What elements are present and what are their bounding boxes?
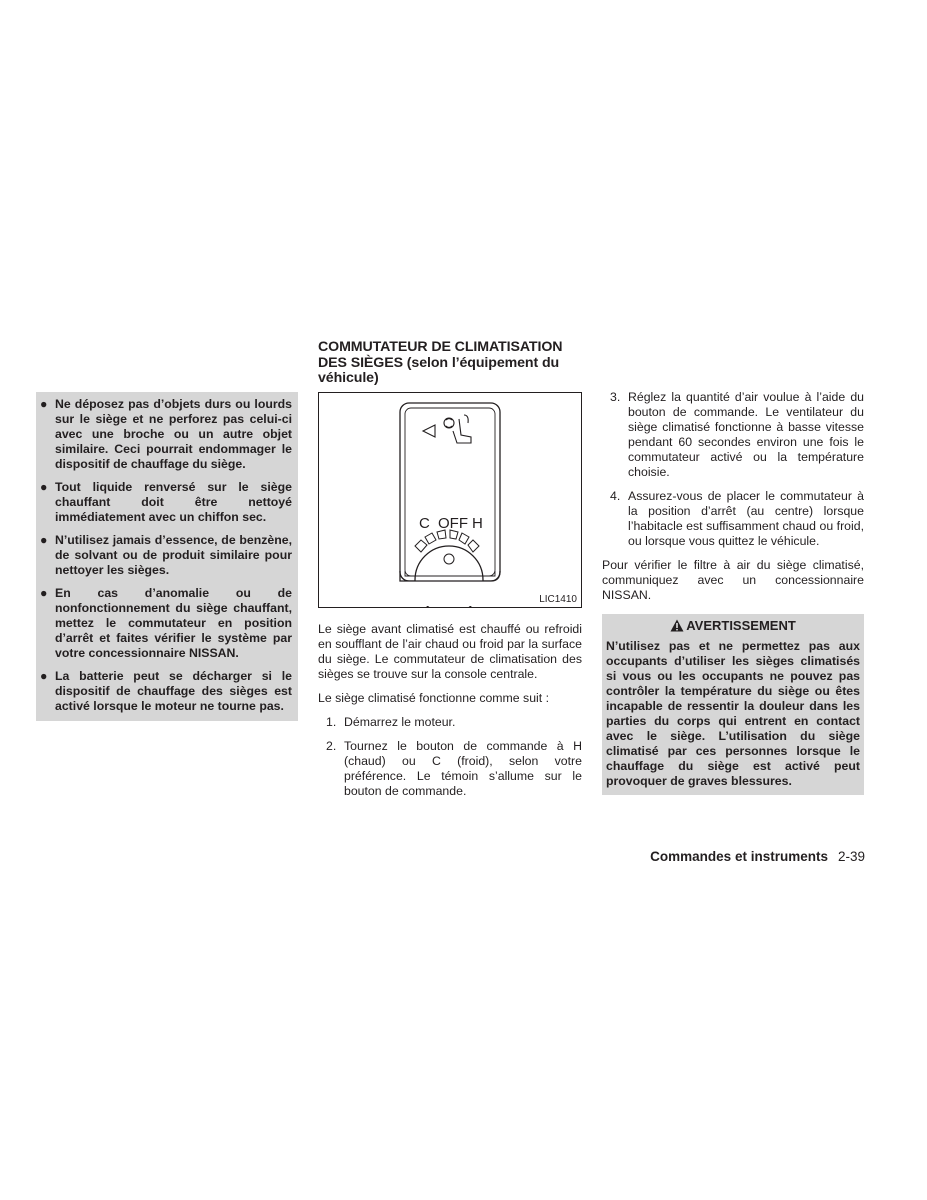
steps-list-part2: [602, 390, 864, 549]
switch-illustration: [318, 392, 582, 608]
label-c: C: [419, 514, 430, 532]
bullet-icon: ●: [40, 533, 48, 547]
bullet-icon: ●: [40, 397, 48, 411]
caution-item: [40, 480, 292, 525]
step-number: 1.: [326, 714, 337, 729]
bullet-icon: ●: [40, 480, 48, 494]
bullet-icon: ●: [40, 586, 48, 600]
warning-triangle-icon: [670, 619, 684, 636]
warning-heading: [606, 616, 860, 636]
caution-text: La batterie peut se décharger si le dispositif de chauffage des sièges est activé lorsque le moteur ne tourne pas.: [55, 669, 292, 713]
left-column: [36, 392, 298, 721]
warning-box: [602, 614, 864, 795]
middle-column: [318, 340, 582, 808]
step-text: Tournez le bouton de commande à H (chaud) ou C (froid), selon votre préférence. Le témoin s’allume sur le bouton de commande.: [344, 738, 582, 798]
section-title-suffix: (selon l’équipement du véhicule): [318, 354, 560, 386]
section-title: [318, 340, 582, 387]
intro-paragraph: Le siège avant climatisé est chauffé ou refroidi en soufflant de l’air chaud ou froid par la surface du siège. Le commutateur de climatisation des sièges se trouve sur la console centrale.: [318, 621, 582, 681]
switch-drawing: [319, 393, 581, 607]
step-item: [318, 739, 582, 799]
caution-text: En cas d’anomalie ou de nonfonctionnement du siège chauffant, mettez le commutateur en position d’arrêt et faites vérifier le système par votre concessionnaire NISSAN.: [55, 586, 292, 660]
step-item: [602, 390, 864, 480]
warning-heading-text: AVERTISSEMENT: [686, 618, 796, 633]
operation-intro: Le siège climatisé fonctionne comme suit :: [318, 690, 550, 705]
bullet-icon: ●: [40, 669, 48, 683]
caution-text: Tout liquide renversé sur le siège chauffant doit être nettoyé immédiatement avec un chiffon sec.: [55, 480, 292, 524]
section-title-main: COMMUTATEUR DE CLIMATISATION DES SIÈGES: [318, 339, 563, 371]
caution-list: [40, 397, 292, 714]
caution-item: [40, 397, 292, 472]
label-off: OFF: [438, 514, 468, 532]
step-text: Assurez-vous de placer le commutateur à la position d’arrêt (au centre) lorsque l’habitacle est suffisamment chaud ou froid, ou lorsque vous quittez le véhicule.: [628, 489, 864, 548]
step-text: Démarrez le moteur.: [344, 714, 456, 729]
footer-section: Commandes et instruments: [650, 849, 828, 864]
figure-code: LIC1410: [539, 593, 577, 605]
caution-item: [40, 669, 292, 714]
page-number: 2-39: [837, 849, 865, 864]
right-column: [602, 390, 864, 795]
seat-fan-icon: [423, 415, 471, 443]
step-item: [318, 715, 582, 730]
step-number: 3.: [610, 390, 621, 404]
page-footer: [650, 849, 865, 864]
caution-item: [40, 533, 292, 578]
caution-text: Ne déposez pas d’objets durs ou lourds sur le siège et ne perforez pas celui-ci avec une broche ou un autre objet similaire. Ceci pourrait endommager le dispositif de chauffage du siège.: [55, 397, 292, 471]
step-text: Réglez la quantité d’air voulue à l’aide du bouton de commande. Le ventilateur du siège climatisé fonctionne à basse vitesse pendant 60 secondes environ une fois le commutateur activé ou la température choisie.: [628, 390, 864, 479]
step-item: [602, 489, 864, 549]
steps-list-part1: [318, 715, 582, 799]
caution-box: [36, 392, 298, 721]
step-number: 4.: [610, 489, 621, 503]
warning-text: N’utilisez pas et ne permettez pas aux occupants d’utiliser les sièges climatisés si vous ou les occupants ne pouvez pas contrôler la température du siège ou êtes incapable de ressentir la douleur dans les parties du corps qui entrent en contact avec le siège. L’utilisation du siège climatisé par ces personnes lorsque le chauffage du siège est activé peut provoquer de graves blessures.: [606, 639, 860, 788]
filter-paragraph: Pour vérifier le filtre à air du siège climatisé, communiquez avec un concessionnaire NISSAN.: [602, 558, 864, 602]
caution-text: N’utilisez jamais d’essence, de benzène, de solvant ou de produit similaire pour nettoyer les sièges.: [55, 533, 292, 577]
label-h: H: [472, 514, 483, 532]
step-number: 2.: [326, 738, 337, 753]
caution-item: [40, 586, 292, 661]
